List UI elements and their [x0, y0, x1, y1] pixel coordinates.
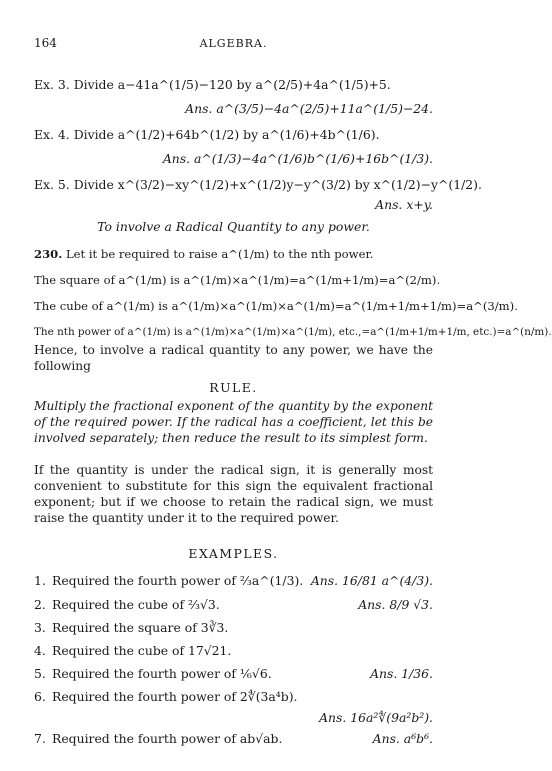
example-problem: Divide a−41a^(1/5)−120 by a^(2/5)+4a^(1/5)+5.: [73, 77, 391, 92]
example-text: Required the fourth power of 2∜(3a⁴b).: [52, 689, 298, 704]
article-intro: [34, 246, 433, 262]
list-item: [34, 643, 433, 659]
example-answer-6: Ans. 16a²∜(9a²b²).: [319, 710, 433, 725]
example-text: Required the fourth power of ⅔a^(1/3).: [52, 573, 304, 588]
rule-text: Multiply the fractional exponent of the quantity by the exponent of the required power. If the radical has a coefficient, let this be involved separately; then reduce the result to its simplest form.: [34, 399, 433, 445]
example-answer: Ans. a⁶b⁶.: [372, 731, 433, 746]
example-text: Required the fourth power of ⅙√6.: [52, 666, 272, 681]
article-number: 230.: [34, 247, 63, 261]
article-conclusion: Hence, to involve a radical quantity to any power, we have the following: [34, 343, 433, 373]
answer-text: x+y.: [406, 197, 433, 212]
example-number: 3.: [34, 620, 46, 635]
example-problem: Divide a^(1/2)+64b^(1/2) by a^(1/6)+4b^(1/6).: [73, 127, 380, 142]
list-item: [34, 597, 433, 613]
example-label: Ex. 4.: [34, 127, 70, 142]
division-example-5: [34, 177, 482, 193]
answer-label: Ans.: [375, 197, 403, 212]
list-item: [34, 666, 433, 682]
article-intro-text: Let it be required to raise a^(1/m) to the nth power.: [65, 247, 374, 261]
example-number: 7.: [34, 731, 46, 746]
example-answer: Ans. 16/81 a^(4/3).: [310, 573, 433, 588]
example-problem: Divide x^(3/2)−xy^(1/2)+x^(1/2)y−y^(3/2) by x^(1/2)−y^(1/2).: [73, 177, 482, 192]
example-text: Required the cube of ⅔√3.: [52, 597, 220, 612]
division-example-4: [34, 127, 433, 143]
examples-heading: EXAMPLES.: [188, 546, 279, 561]
example-text: Required the fourth power of ab√ab.: [52, 731, 283, 746]
example-number: 4.: [34, 643, 46, 658]
division-example-3: [34, 77, 433, 93]
division-answer-5: [34, 197, 433, 213]
list-item: [34, 731, 433, 747]
example-label: Ex. 5.: [34, 177, 70, 192]
answer-text: a^(3/5)−4a^(2/5)+11a^(1/5)−24.: [216, 101, 433, 116]
list-item: [34, 689, 433, 705]
page-number: 164: [34, 36, 57, 50]
example-text: Required the cube of 17√21.: [52, 643, 232, 658]
example-label: Ex. 3.: [34, 77, 70, 92]
division-answer-4: [34, 151, 433, 167]
example-number: 5.: [34, 666, 46, 681]
answer-label: Ans.: [185, 101, 213, 116]
example-answer: Ans. 8/9 √3.: [358, 597, 433, 612]
square-line: The square of a^(1/m) is a^(1/m)×a^(1/m)=a^(1/m+1/m)=a^(2/m).: [34, 273, 441, 287]
list-item: [34, 620, 433, 636]
answer-label: Ans.: [162, 151, 191, 166]
rule-heading: RULE.: [209, 380, 258, 395]
example-text: Required the square of 3∛3.: [52, 620, 229, 635]
example-answer: Ans. 1/36.: [370, 666, 433, 681]
list-item: [34, 573, 433, 589]
nth-power-line: The nth power of a^(1/m) is a^(1/m)×a^(1/m)×a^(1/m), etc.,=a^(1/m+1/m+1/m, etc.)=a^(n/m).: [34, 326, 552, 338]
running-header: [34, 36, 433, 52]
section-heading: To involve a Radical Quantity to any power.: [97, 219, 370, 234]
example-number: 2.: [34, 597, 46, 612]
answer-text: a^(1/3)−4a^(1/6)b^(1/6)+16b^(1/3).: [194, 151, 433, 166]
division-answer-3: [34, 101, 433, 117]
example-number: 1.: [34, 573, 46, 588]
cube-line: The cube of a^(1/m) is a^(1/m)×a^(1/m)×a^(1/m)=a^(1/m+1/m+1/m)=a^(3/m).: [34, 299, 518, 313]
example-number: 6.: [34, 689, 46, 704]
running-title: ALGEBRA.: [199, 37, 268, 50]
explanation-paragraph: If the quantity is under the radical sign, it is generally most convenient to substitute for this sign the equivalent fractional exponent; but if we choose to retain the radical sign, we must raise the quantity under it to the required power.: [34, 463, 433, 525]
